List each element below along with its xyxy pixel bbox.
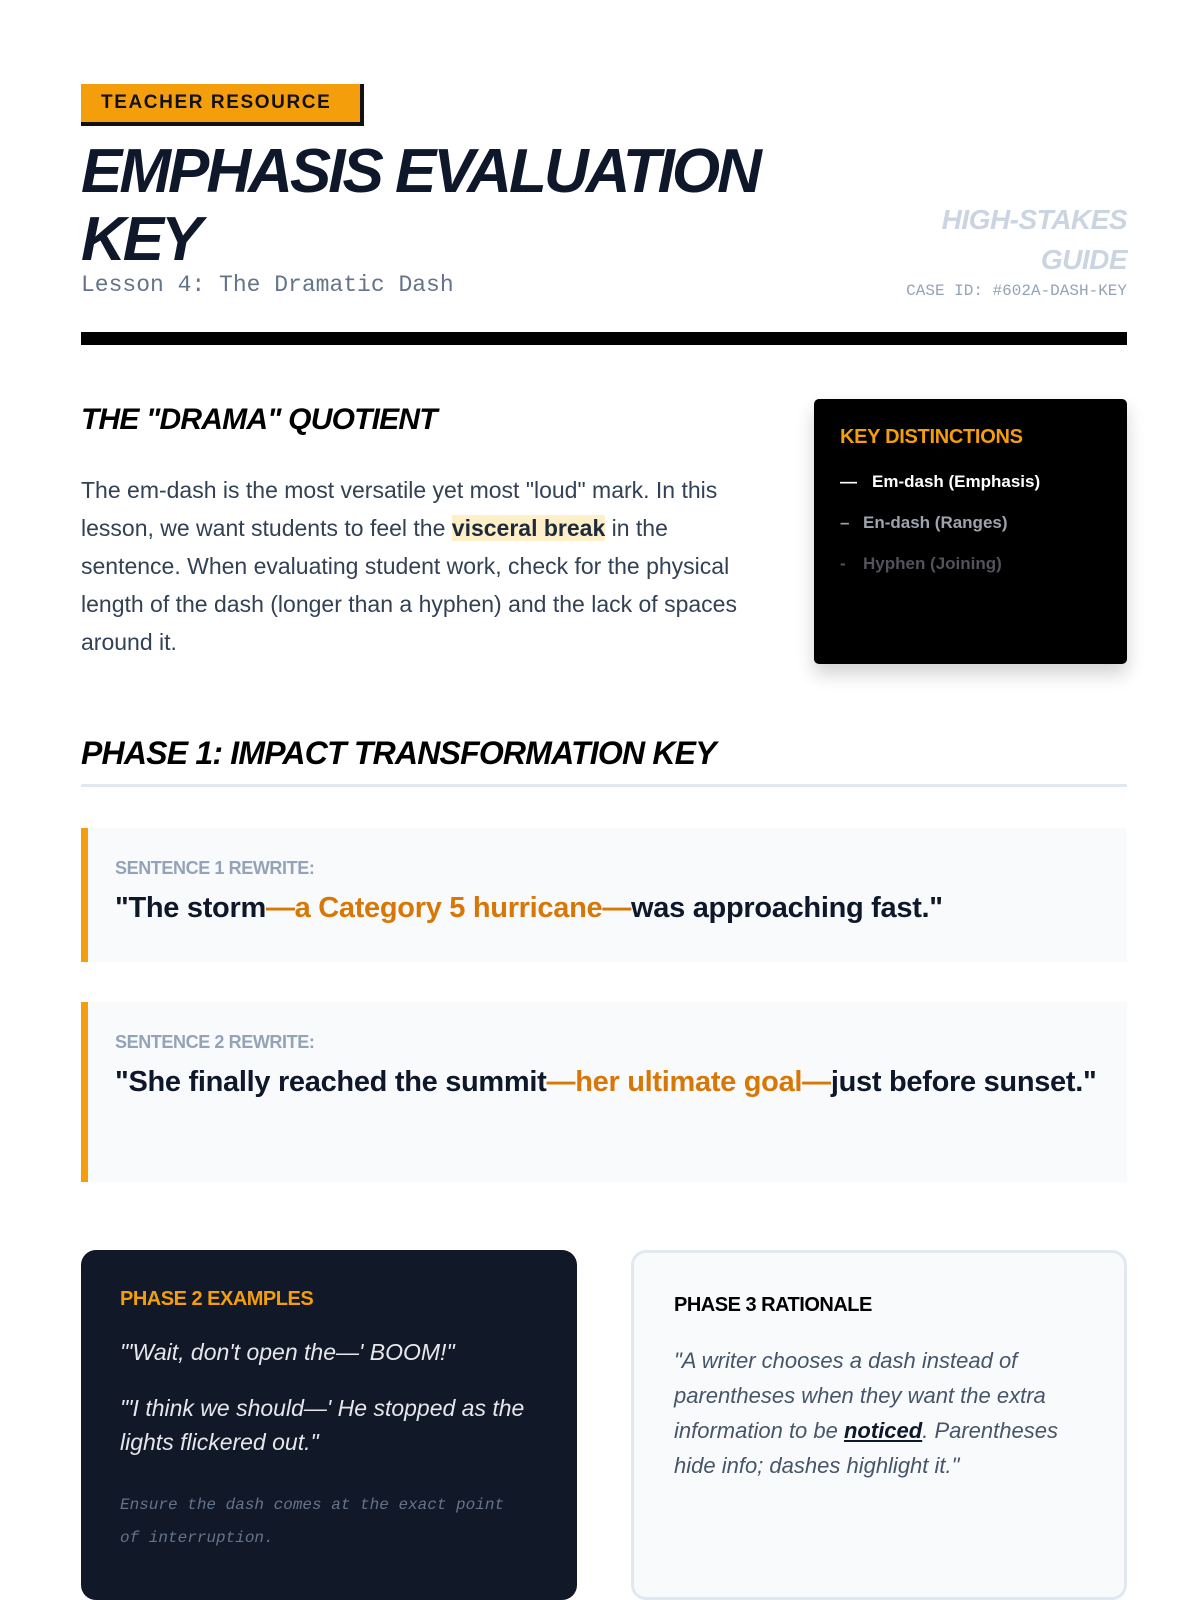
- sentence-start: "The storm: [115, 892, 266, 924]
- teacher-resource-page: [81, 0, 1127, 1600]
- phase2-examples-card: [81, 1250, 577, 1600]
- phase1-divider: [81, 784, 1127, 787]
- phase2-note: Ensure the dash comes at the exact point of interruption.: [120, 1496, 505, 1547]
- high-stakes-guide-label: HIGH-STAKES GUIDE: [941, 204, 1127, 275]
- visceral-break-highlight: visceral break: [451, 515, 606, 541]
- distinction-en-dash: [840, 502, 1101, 543]
- lesson-subtitle: Lesson 4: The Dramatic Dash: [81, 272, 454, 298]
- rewrite-label: SENTENCE 2 REWRITE:: [115, 1032, 315, 1052]
- drama-text-end: in the sentence. When evaluating student work, check for the physical length of the dash (longer than a hyphen) and the lack of spaces around it.: [81, 515, 737, 655]
- header-divider: [81, 332, 1127, 345]
- distinction-em-dash: [840, 461, 1101, 502]
- sentence-1-rewrite-card: [81, 828, 1127, 962]
- distinction-label: Em-dash (Emphasis): [872, 472, 1041, 491]
- phase1-heading: PHASE 1: IMPACT TRANSFORMATION KEY: [81, 735, 716, 771]
- rationale-end: . Parentheses hide info; dashes highlight it.": [674, 1418, 1058, 1478]
- case-id: CASE ID: #602A-DASH-KEY: [906, 282, 1127, 300]
- en-dash-glyph: –: [840, 513, 850, 532]
- distinction-label: Hyphen (Joining): [863, 554, 1002, 573]
- badge-label: TEACHER RESOURCE: [101, 92, 332, 113]
- phase2-title: PHASE 2 EXAMPLES: [120, 1288, 314, 1310]
- rationale-start: "A writer chooses a dash instead of parentheses when they want the extra information to be: [674, 1348, 1046, 1443]
- phase2-example: "'Wait, don't open the—' BOOM!": [120, 1339, 455, 1365]
- drama-text-start: The em-dash is the most versatile yet most "loud" mark. In this lesson, we want students to feel the: [81, 477, 718, 541]
- dash-emphasis-phrase: —a Category 5 hurricane—: [265, 892, 632, 924]
- rewrite-sentence: [115, 1059, 1127, 1106]
- phase3-rationale-text: [674, 1343, 1084, 1483]
- drama-quotient-heading: THE "DRAMA" QUOTIENT: [81, 403, 437, 436]
- noticed-emphasis: noticed: [843, 1418, 923, 1443]
- sentence-end: was approaching fast.": [631, 892, 943, 924]
- key-distinctions-panel: [814, 399, 1127, 664]
- sentence-2-rewrite-card: [81, 1002, 1127, 1182]
- drama-quotient-text: [81, 471, 753, 661]
- rewrite-label: SENTENCE 1 REWRITE:: [115, 858, 315, 878]
- distinction-label: En-dash (Ranges): [863, 513, 1008, 532]
- hyphen-glyph: -: [840, 554, 846, 573]
- distinction-hyphen: [840, 543, 1101, 584]
- sentence-start: "She finally reached the summit: [115, 1066, 547, 1098]
- phase3-title: PHASE 3 RATIONALE: [674, 1294, 872, 1316]
- phase3-rationale-card: [631, 1250, 1127, 1600]
- em-dash-glyph: —: [840, 472, 857, 491]
- page-title: EMPHASIS EVALUATION KEY: [81, 137, 759, 274]
- sentence-end: just before sunset.": [830, 1066, 1097, 1098]
- key-distinctions-title: KEY DISTINCTIONS: [840, 426, 1023, 448]
- phase2-example: "'I think we should—' He stopped as the lights flickered out.": [120, 1395, 525, 1455]
- teacher-resource-badge: [81, 84, 364, 126]
- rewrite-sentence: [115, 885, 1127, 932]
- dash-emphasis-phrase: —her ultimate goal—: [546, 1066, 831, 1098]
